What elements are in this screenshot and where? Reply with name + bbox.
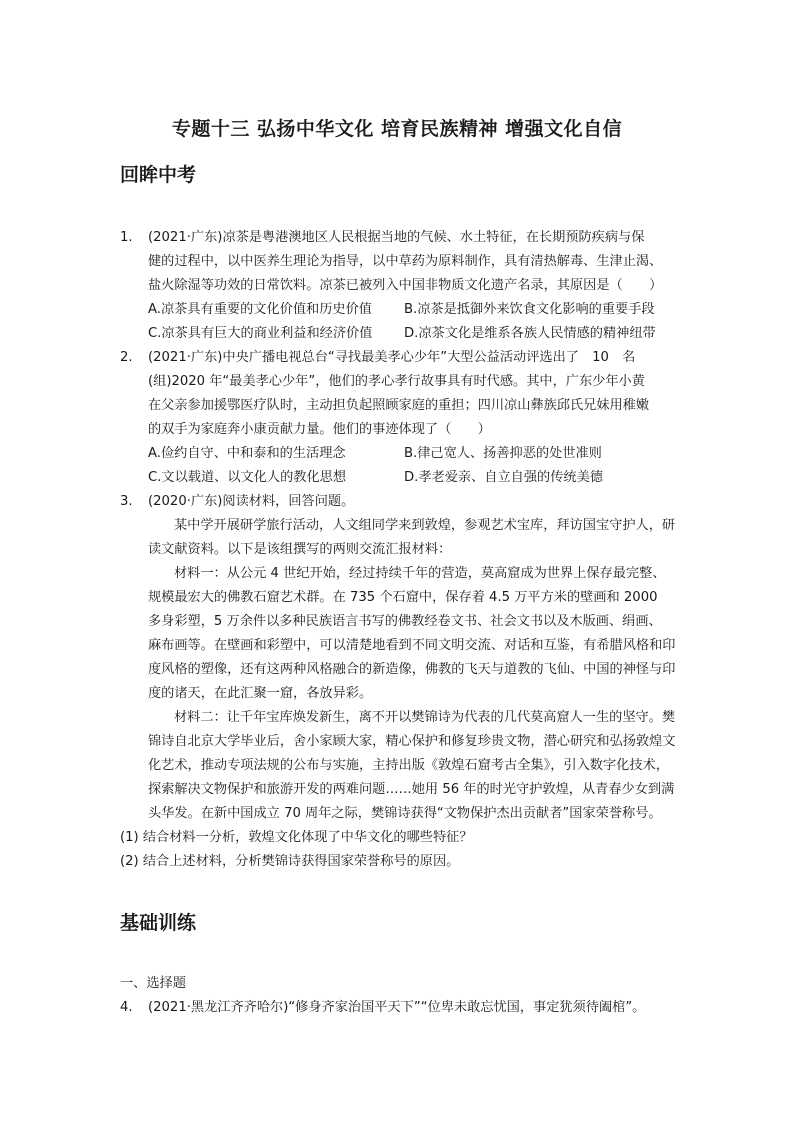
- q3-intro-line-1: 某中学开展研学旅行活动，人文组同学来到敦煌，参观艺术宝库，拜访国宝守护人，研: [174, 518, 676, 533]
- q3-head: (2020·广东)阅读材料，回答问题。: [148, 494, 355, 509]
- q2-line-3: 在父亲参加援鄂医疗队时，主动担负起照顾家庭的重担；四川凉山彝族邱氏兄妹用稚嫩: [148, 398, 650, 413]
- part-heading-choice: 一、选择题: [120, 976, 186, 991]
- q1-line-3: 盐火除湿等功效的日常饮料。凉茶已被列入中国非物质文化遗产名录，其原因是（ ）: [148, 278, 663, 293]
- q1-number: 1.: [120, 230, 133, 245]
- q3-number: 3.: [120, 494, 133, 509]
- q3-material1-line-6: 度的诸天，在此汇聚一窟，各放异彩。: [148, 686, 373, 701]
- q2-option-a: A.俭约自守、中和泰和的生活理念: [148, 446, 346, 461]
- q2-line-4: 的双手为家庭奔小康贡献力量。他们的事迹体现了（ ）: [148, 422, 491, 437]
- q3-material2-line-2: 锦诗自北京大学毕业后，舍小家顾大家，精心保护和修复珍贵文物，潜心研究和弘扬敦煌文: [148, 734, 676, 749]
- q1-option-d: D.凉茶文化是维系各族人民情感的精神纽带: [404, 326, 656, 341]
- page-title: 专题十三 弘扬中华文化 培育民族精神 增强文化自信: [171, 118, 623, 140]
- q3-material2-line-3: 化艺术，推动专项法规的公布与实施，主持出版《敦煌石窟考古全集》，引入数字化技术，: [148, 758, 669, 773]
- q1-line-2: 健的过程中，以中医养生理论为指导，以中草药为原料制作，具有清热解毒、生津止渴、: [148, 254, 663, 269]
- q1-option-b: B.凉茶是抵御外来饮食文化影响的重要手段: [404, 302, 655, 317]
- q3-material1-line-2: 规模最宏大的佛教石窟艺术群。在 735 个石窟中，保存着 4.5 万平方米的壁画和 2000: [148, 590, 658, 605]
- q3-material1-line-5: 度风格的塑像，还有这两种风格融合的新造像，佛教的飞天与道教的飞仙、中国的神怪与印: [148, 662, 676, 677]
- section-heading-review: 回眸中考: [120, 164, 197, 186]
- q3-intro-line-2: 读文献资料。以下是该组撰写的两则交流汇报材料：: [148, 542, 452, 557]
- q1-line-1: (2021·广东)凉茶是粤港澳地区人民根据当地的气候、水土特征，在长期预防疾病与保: [148, 230, 645, 245]
- q3-material2-line-4: 探索解决文物保护和旅游开发的两难问题……她用 56 年的时光守护敦煌，从青春少女到满: [148, 782, 675, 797]
- q2-line-2: (组)2020 年“最美孝心少年”，他们的孝心孝行故事具有时代感。其中，广东少年小黄: [148, 374, 645, 389]
- q2-line-1: (2021·广东)中央广播电视总台“寻找最美孝心少年”大型公益活动评选出了 10 名: [148, 350, 636, 365]
- q3-subquestion-1: (1) 结合材料一分析，敦煌文化体现了中华文化的哪些特征？: [120, 830, 473, 845]
- q2-option-b: B.律己宽人、扬善抑恶的处世准则: [404, 446, 602, 461]
- section-heading-basic: 基础训练: [120, 912, 197, 934]
- q3-material1-line-1: 材料一：从公元 4 世纪开始，经过持续千年的营造，莫高窟成为世界上保存最完整、: [174, 566, 666, 581]
- q2-option-c: C.文以载道、以文化人的教化思想: [148, 470, 347, 485]
- q3-material1-line-4: 麻布画等。在壁画和彩塑中，可以清楚地看到不同文明交流、对话和互鉴，有希腊风格和印: [148, 638, 676, 653]
- q3-material1-line-3: 多身彩塑，5 万余件以多种民族语言书写的佛教经卷文书、社会文书以及木版画、绢画、: [148, 614, 662, 629]
- q4-line-1: (2021·黑龙江齐齐哈尔)“修身齐家治国平天下”“位卑未敢忘忧国，事定犹须待阖棺”。: [148, 1000, 646, 1015]
- q2-number: 2.: [120, 350, 133, 365]
- q3-material2-line-1: 材料二：让千年宝库焕发新生，离不开以樊锦诗为代表的几代莫高窟人一生的坚守。樊: [174, 710, 676, 725]
- q3-material2-line-5: 头华发。在新中国成立 70 周年之际，樊锦诗获得“文物保护杰出贡献者”国家荣誉称号。: [148, 806, 662, 821]
- q1-option-a: A.凉茶具有重要的文化价值和历史价值: [148, 302, 372, 317]
- q2-option-d: D.孝老爱亲、自立自强的传统美德: [404, 470, 603, 485]
- q4-number: 4.: [120, 1000, 133, 1015]
- q3-subquestion-2: (2) 结合上述材料，分析樊锦诗获得国家荣誉称号的原因。: [120, 854, 460, 869]
- q1-option-c: C.凉茶具有巨大的商业利益和经济价值: [148, 326, 373, 341]
